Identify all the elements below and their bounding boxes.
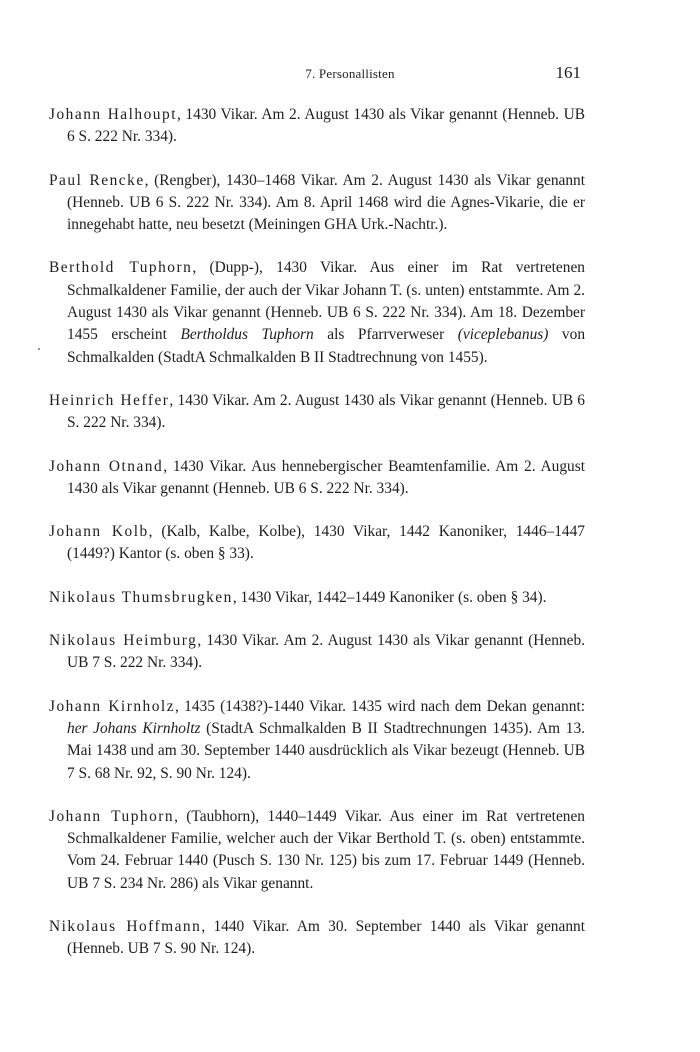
list-item (49, 104, 585, 149)
entry-list (49, 104, 585, 982)
italic-quote: Bertholdus Tuphorn (180, 326, 314, 344)
running-head: 7. Personallisten (305, 66, 395, 81)
entry-text: als Pfarrverweser (313, 326, 458, 344)
person-name: Nikolaus Hoffmann , (49, 918, 205, 935)
entry-text: (Taubhorn), 1440–1449 Vikar. Aus einer im Rat vertretenen Schmalkaldener Familie, welcher auch der Vikar Berthold T. (s. oben) entstammte. Vom 24. Februar 1440 (Pusch S. 130 Nr. 125) bis zum 17. Februar 1449 (Henneb. UB 7 S. 234 Nr. 286) als Vikar genannt. (67, 807, 585, 892)
list-item (49, 456, 585, 501)
entry-text: 1430 Vikar. Am 2. August 1430 als Vikar genannt (Henneb. UB 6 S. 222 Nr. 334). (67, 391, 585, 432)
page-number: 161 (555, 63, 581, 82)
list-item (49, 521, 585, 566)
entry-text: von Schmalkalden (StadtA Schmalkalden B II Stadtrechnung von 1455). (67, 326, 586, 366)
person-name: Heinrich Heffer , (49, 392, 173, 409)
italic-quote: her Johans Kirnholtz (67, 719, 201, 737)
list-item (49, 257, 585, 368)
list-item (49, 390, 585, 435)
list-item (49, 587, 585, 609)
list-item (49, 916, 585, 961)
person-name: Johann Kirnholz , (49, 698, 179, 715)
italic-quote: (viceplebanus) (457, 326, 549, 344)
person-name: Johann Otnand , (49, 458, 167, 475)
entry-text: (StadtA Schmalkalden B II Stadtrechnungen 1435). Am 13. Mai 1438 und am 30. September 1440 ausdrücklich als Vikar bezeugt (Henneb. UB 7 S. 68 Nr. 92, S. 90 Nr. 124). (67, 719, 585, 782)
person-name: Paul Rencke , (49, 172, 149, 189)
person-name: Nikolaus Heimburg , (49, 632, 201, 649)
list-item (49, 806, 585, 895)
list-item (49, 630, 585, 675)
person-name: Berthold Tuphorn , (49, 259, 196, 276)
entry-text: 1430 Vikar, 1442–1449 Kanoniker (s. oben § 34). (236, 588, 547, 606)
list-item (49, 696, 585, 785)
entry-text: 1430 Vikar. Am 2. August 1430 als Vikar genannt (Henneb. UB 6 S. 222 Nr. 334). (67, 106, 585, 146)
stray-mark (38, 348, 40, 350)
entry-text: (Rengber), 1430–1468 Vikar. Am 2. August 1430 als Vikar genannt (Henneb. UB 6 S. 222 Nr. 334). Am 8. April 1468 wird die Agnes-Vikarie, die er innegehabt hatte, neu besetzt (Meiningen GHA Urk.-Nachtr.). (67, 171, 586, 234)
list-item (49, 170, 585, 237)
entry-text: 1440 Vikar. Am 30. September 1440 als Vikar genannt (Henneb. UB 7 S. 90 Nr. 124). (67, 918, 585, 958)
entry-text: (Kalb, Kalbe, Kolbe), 1430 Vikar, 1442 Kanoniker, 1446–1447 (1449?) Kantor (s. oben § 33). (67, 523, 585, 563)
entry-text: 1435 (1438?)-1440 Vikar. 1435 wird nach dem Dekan genannt: (178, 697, 585, 715)
person-name: Johann Kolb , (49, 523, 153, 540)
person-name: Johann Tuphorn , (49, 808, 178, 825)
person-name: Johann Halhoupt , (49, 106, 181, 123)
entry-text: 1430 Vikar. Aus hennebergischer Beamtenfamilie. Am 2. August 1430 als Vikar genannt (Henneb. UB 6 S. 222 Nr. 334). (67, 457, 585, 497)
person-name: Nikolaus Thumsbrugken , (49, 589, 237, 606)
entry-text: (Dupp-), 1430 Vikar. Aus einer im Rat vertretenen Schmalkaldener Familie, der auch der Vikar Johann T. (s. unten) entstammte. Am 2. August 1430 als Vikar genannt (Henneb. UB 6 S. 222 Nr. 334). Am 18. Dezember 1455 erscheint (67, 259, 585, 344)
entry-text: 1430 Vikar. Am 2. August 1430 als Vikar genannt (Henneb. UB 7 S. 222 Nr. 334). (67, 632, 586, 672)
